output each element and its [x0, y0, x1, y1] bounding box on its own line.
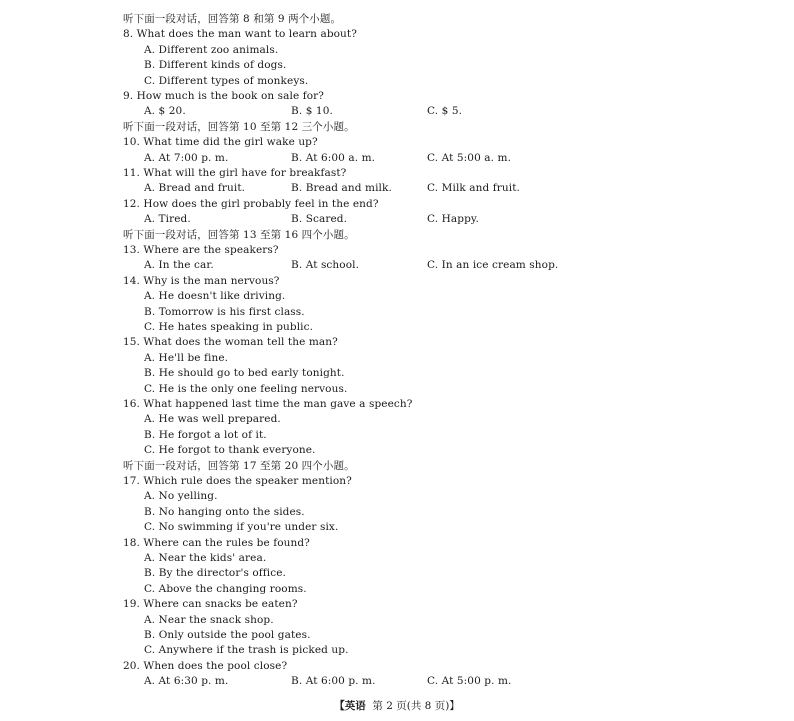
page-footer — [0, 699, 794, 713]
option-text: A. Different zoo animals. — [144, 43, 279, 56]
question-text: 20. When does the pool close? — [123, 659, 288, 672]
option-text: B. By the director's office. — [144, 567, 286, 580]
option-a: A. At 7:00 p. m. — [144, 151, 229, 164]
option-text: C. No swimming if you're under six. — [144, 521, 339, 534]
footer-subject: 【英语 — [334, 700, 366, 712]
question-text: 17. Which rule does the speaker mention? — [123, 475, 352, 487]
question-text: 13. Where are the speakers? — [123, 244, 279, 256]
footer-page-number: 第 2 页(共 8 页)】 — [372, 700, 460, 712]
option-b: B. At school. — [291, 259, 360, 272]
option-c: C. In an ice cream shop. — [427, 259, 559, 272]
option-c: C. At 5:00 a. m. — [427, 151, 512, 164]
option-b: B. Scared. — [291, 213, 348, 226]
question-text: 12. How does the girl probably feel in the end? — [123, 197, 379, 210]
option-text: B. Only outside the pool gates. — [144, 629, 311, 641]
question-text: 10. What time did the girl wake up? — [123, 136, 318, 149]
option-text: A. He doesn't like driving. — [144, 290, 286, 303]
option-text: C. He forgot to thank everyone. — [144, 444, 316, 457]
option-a: A. Bread and fruit. — [144, 182, 246, 195]
option-b: B. At 6:00 a. m. — [291, 151, 376, 164]
option-c: C. Happy. — [427, 213, 479, 226]
option-text: A. He was well prepared. — [144, 413, 281, 426]
option-b: B. At 6:00 p. m. — [291, 675, 376, 688]
question-text: 18. Where can the rules be found? — [123, 536, 310, 549]
section-instruction-text: 听下面一段对话，回答第 17 至第 20 四个小题。 — [123, 459, 355, 472]
option-text: A. Near the kids' area. — [144, 552, 267, 564]
option-text: A. No yelling. — [144, 490, 218, 503]
option-a: A. $ 20. — [144, 105, 186, 118]
option-a: A. In the car. — [144, 259, 214, 272]
question-text: 11. What will the girl have for breakfast? — [123, 167, 347, 179]
section-instruction-text: 听下面一段对话，回答第 10 至第 12 三个小题。 — [123, 120, 355, 133]
question-text: 8. What does the man want to learn about? — [123, 28, 357, 41]
option-text: C. Different types of monkeys. — [144, 74, 309, 87]
question-text: 19. Where can snacks be eaten? — [123, 598, 298, 611]
option-text: C. Above the changing rooms. — [144, 582, 307, 595]
option-text: B. He should go to bed early tonight. — [144, 367, 345, 380]
question-text: 16. What happened last time the man gave a speech? — [123, 398, 413, 410]
option-text: C. He hates speaking in public. — [144, 321, 314, 333]
option-c: C. At 5:00 p. m. — [427, 675, 512, 688]
option-text: B. No hanging onto the sides. — [144, 505, 305, 518]
option-text: C. Anywhere if the trash is picked up. — [144, 644, 349, 657]
option-text: B. Tomorrow is his first class. — [144, 305, 305, 318]
question-text: 15. What does the woman tell the man? — [123, 336, 338, 349]
option-b: B. Bread and milk. — [291, 182, 392, 195]
section-instruction-text: 听下面一段对话，回答第 13 至第 16 四个小题。 — [123, 228, 355, 241]
option-b: B. $ 10. — [291, 105, 333, 118]
question-text: 9. How much is the book on sale for? — [123, 90, 324, 102]
option-a: A. Tired. — [144, 213, 191, 226]
option-text: B. Different kinds of dogs. — [144, 59, 287, 72]
option-text: A. Near the snack shop. — [144, 613, 274, 626]
option-c: C. Milk and fruit. — [427, 182, 520, 195]
option-c: C. $ 5. — [427, 105, 463, 118]
option-a: A. At 6:30 p. m. — [144, 675, 229, 688]
question-text: 14. Why is the man nervous? — [123, 274, 280, 287]
section-instruction-text: 听下面一段对话，回答第 8 和第 9 两个小题。 — [123, 13, 342, 25]
option-text: B. He forgot a lot of it. — [144, 428, 267, 441]
option-text: C. He is the only one feeling nervous. — [144, 382, 348, 395]
option-text: A. He'll be fine. — [144, 351, 229, 364]
